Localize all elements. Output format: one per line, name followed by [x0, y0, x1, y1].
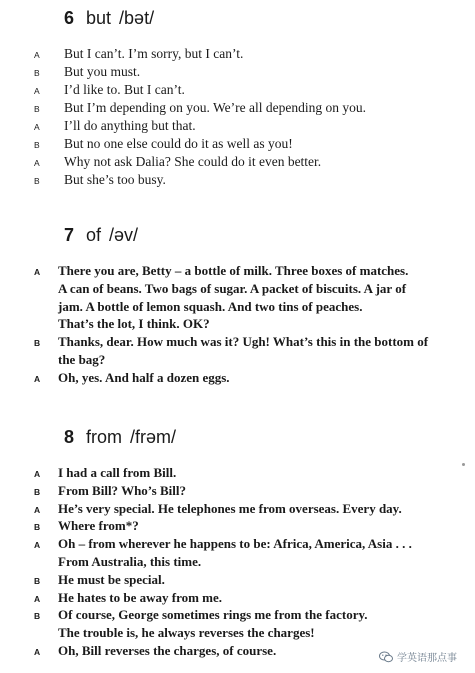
- dialogue-line: [0, 171, 475, 189]
- dialogue-line: [0, 624, 475, 642]
- speaker-label: A: [34, 86, 40, 96]
- speaker-label: B: [34, 575, 41, 586]
- dialogue-line: [0, 464, 475, 482]
- speaker-label: A: [34, 469, 41, 479]
- line-text: I’d like to. But I can’t.: [64, 82, 185, 97]
- dialogue-line: [0, 45, 475, 63]
- dialogue-line: [0, 81, 475, 99]
- dialogue-line: [0, 333, 475, 351]
- wechat-icon: [379, 651, 393, 663]
- section-word: of: [86, 225, 102, 245]
- line-text: I had a call from Bill.: [58, 465, 177, 480]
- dialogue-line: [0, 571, 475, 589]
- line-text: A can of beans. Two bags of sugar. A packet of biscuits. A jar of: [58, 280, 407, 296]
- watermark: [375, 648, 461, 665]
- speaker-label: A: [34, 504, 41, 515]
- section-word: but: [86, 8, 112, 28]
- line-text: But you must.: [64, 64, 141, 79]
- dialogue-line: [0, 298, 475, 316]
- dialogue-line: [0, 117, 475, 135]
- dialogue-line: [0, 500, 475, 518]
- speaker-label: B: [34, 176, 40, 186]
- speaker-label: A: [34, 373, 41, 384]
- line-text: That’s the lot, I think. OK?: [58, 316, 210, 332]
- dialogue-line: [0, 315, 475, 333]
- dialogue: [0, 464, 475, 660]
- line-text: But I’m depending on you. We’re all depending on you.: [64, 100, 366, 115]
- line-text: But no one else could do it as well as you!: [64, 136, 293, 151]
- line-text: He’s very special. He telephones me from overseas. Every day.: [58, 500, 402, 516]
- speaker-label: A: [34, 593, 41, 604]
- line-text: the bag?: [58, 351, 106, 367]
- line-text: He must be special.: [58, 571, 165, 587]
- speaker-label: B: [34, 338, 41, 349]
- dialogue-line: [0, 369, 475, 387]
- line-text: There you are, Betty – a bottle of milk. Three boxes of matches.: [58, 263, 409, 278]
- section-pronunciation: /frəm/: [130, 427, 177, 447]
- section-number: 8: [64, 427, 75, 447]
- line-text: I’ll do anything but that.: [64, 118, 196, 133]
- line-text: The trouble is, he always reverses the charges!: [58, 625, 315, 641]
- line-text: Oh, Bill reverses the charges, of course.: [58, 642, 277, 658]
- speaker-label: B: [34, 486, 41, 497]
- line-text: From Australia, this time.: [58, 553, 202, 569]
- dialogue-line: [0, 553, 475, 571]
- dialogue-line: [0, 535, 475, 553]
- dialogue-line: [0, 606, 475, 624]
- section-word: from: [86, 427, 123, 447]
- line-text: But I can’t. I’m sorry, but I can’t.: [64, 46, 244, 61]
- speaker-label: A: [34, 158, 40, 168]
- section-pronunciation: /əv/: [109, 225, 139, 245]
- line-text: jam. A bottle of lemon squash. And two tins of peaches.: [58, 298, 363, 314]
- speaker-label: B: [34, 611, 41, 622]
- section-number: 7: [64, 225, 75, 245]
- line-text: Where from*?: [58, 518, 139, 534]
- watermark-text: 学英语那点事: [397, 653, 457, 664]
- dialogue-line: [0, 517, 475, 535]
- dialogue-line: [0, 99, 475, 117]
- dialogue-line: [0, 135, 475, 153]
- dialogue-line: [0, 589, 475, 607]
- dialogue-line: [0, 63, 475, 81]
- speaker-label: A: [34, 540, 41, 551]
- line-text: Why not ask Dalia? She could do it even better.: [64, 154, 322, 169]
- dialogue: [0, 45, 475, 189]
- line-text: But she’s too busy.: [64, 172, 166, 187]
- speaker-label: B: [34, 522, 41, 533]
- speaker-label: A: [34, 646, 41, 657]
- line-text: Of course, George sometimes rings me from the factory.: [58, 607, 368, 623]
- speaker-label: A: [34, 50, 40, 60]
- section-heading: [64, 7, 154, 29]
- line-text: Oh, yes. And half a dozen eggs.: [58, 369, 230, 385]
- section-number: 6: [64, 8, 75, 28]
- line-text: From Bill? Who’s Bill?: [58, 482, 186, 498]
- line-text: Oh – from wherever he happens to be: Africa, America, Asia . . .: [58, 536, 412, 552]
- dialogue: [0, 262, 475, 387]
- section-heading: [64, 426, 176, 448]
- speaker-label: B: [34, 104, 40, 114]
- dialogue-line: [0, 153, 475, 171]
- section-pronunciation: /bət/: [119, 8, 155, 28]
- dialogue-line: [0, 262, 475, 280]
- dialogue-line: [0, 280, 475, 298]
- line-text: Thanks, dear. How much was it? Ugh! What’s this in the bottom of: [58, 334, 429, 350]
- speck-mark: [462, 463, 465, 466]
- speaker-label: B: [34, 68, 40, 78]
- speaker-label: A: [34, 267, 41, 277]
- speaker-label: B: [34, 140, 40, 150]
- line-text: He hates to be away from me.: [58, 589, 223, 605]
- section-heading: [64, 224, 138, 246]
- dialogue-line: [0, 482, 475, 500]
- speaker-label: A: [34, 122, 40, 132]
- dialogue-line: [0, 351, 475, 369]
